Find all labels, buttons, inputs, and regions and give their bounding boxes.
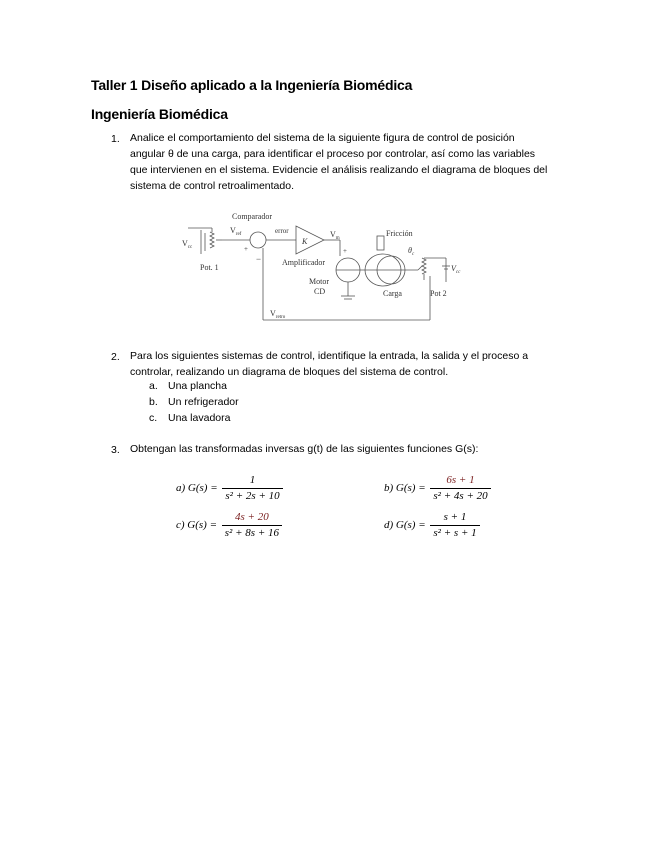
summing-junction bbox=[250, 232, 266, 248]
equation-label: a) bbox=[176, 482, 186, 495]
plus-sign: + bbox=[244, 245, 248, 253]
pot2-icon bbox=[422, 258, 426, 274]
equation-numerator: 4s + 20 bbox=[222, 510, 282, 526]
list-item bbox=[149, 394, 239, 410]
document-title: Taller 1 Diseño aplicado a la Ingeniería Biomédica bbox=[91, 77, 413, 93]
friction-icon bbox=[377, 236, 384, 250]
equation-denominator: s² + s + 1 bbox=[433, 527, 477, 539]
vcc-left-label: $V_{cc}$ bbox=[182, 239, 193, 250]
pot1-icon bbox=[210, 232, 214, 248]
minus-sign: − bbox=[256, 254, 262, 264]
list-item bbox=[149, 378, 239, 394]
text-line: Para los siguientes sistemas de control, identifique la entrada, la salida y el proceso a bbox=[130, 350, 529, 362]
equation-d bbox=[384, 510, 480, 541]
position-control-diagram bbox=[178, 208, 478, 326]
equation-lhs: G(s) = bbox=[395, 482, 426, 495]
question-number: 2. bbox=[111, 351, 120, 363]
vfeedback-label: $V_{retro}$ bbox=[270, 309, 286, 320]
equation-numerator: s + 1 bbox=[430, 510, 479, 526]
gain-label: K bbox=[302, 237, 308, 246]
item-text: Un refrigerador bbox=[168, 396, 239, 408]
text-line: que intervienen en el sistema. Evidencie el análisis realizando el diagrama de bloques del bbox=[130, 164, 548, 176]
amplifier-icon bbox=[296, 226, 324, 254]
equation-lhs: G(s) = bbox=[187, 519, 218, 532]
equation-b bbox=[384, 473, 491, 504]
equation-a bbox=[176, 473, 283, 504]
pot1-label: Pot. 1 bbox=[200, 263, 219, 272]
error-label: error bbox=[275, 227, 289, 235]
carga-label: Carga bbox=[383, 289, 402, 298]
question-number: 3. bbox=[111, 444, 120, 456]
friccion-label: Fricción bbox=[386, 229, 413, 238]
question-number: 1. bbox=[111, 133, 120, 145]
equation-label: d) bbox=[384, 519, 394, 532]
equation-denominator: s² + 2s + 10 bbox=[225, 490, 280, 502]
text-line: Obtengan las transformadas inversas g(t) de las siguientes funciones G(s): bbox=[130, 443, 479, 455]
item-text: Una lavadora bbox=[168, 412, 231, 424]
equation-lhs: G(s) = bbox=[187, 482, 218, 495]
equation-lhs: G(s) = bbox=[395, 519, 426, 532]
text-line: angular θ de una carga, para identificar el proceso por controlar, así como las variables bbox=[130, 148, 536, 160]
equation-label: c) bbox=[176, 519, 185, 532]
equation-numerator: 1 bbox=[222, 473, 282, 489]
plus-sign: + bbox=[343, 247, 347, 255]
motor-label: Motor bbox=[309, 277, 329, 286]
item-letter: b. bbox=[149, 396, 158, 408]
question-2-items bbox=[149, 378, 239, 426]
comparador-label: Comparador bbox=[232, 212, 272, 221]
pot2-label: Pot 2 bbox=[430, 289, 447, 298]
list-item bbox=[149, 410, 239, 426]
equation-denominator: s² + 8s + 16 bbox=[224, 527, 279, 539]
equation-c bbox=[176, 510, 282, 541]
item-letter: a. bbox=[149, 380, 158, 392]
item-letter: c. bbox=[149, 412, 158, 424]
cd-label: CD bbox=[314, 287, 326, 296]
document-subtitle: Ingeniería Biomédica bbox=[91, 106, 228, 122]
text-line: controlar, realizando un diagrama de bloques del sistema de control. bbox=[130, 366, 449, 378]
equation-denominator: s² + 4s + 20 bbox=[433, 490, 488, 502]
text-line: sistema de control retroalimentado. bbox=[130, 180, 294, 192]
vcc-right-label: $V_{cc}$ bbox=[451, 264, 461, 275]
question-1-text bbox=[130, 130, 547, 194]
question-3-text bbox=[130, 441, 478, 457]
text-line: Analice el comportamiento del sistema de la siguiente figura de control de posición bbox=[130, 132, 515, 144]
equation-label: b) bbox=[384, 482, 394, 495]
vref-label: $V_{ref}$ bbox=[230, 226, 242, 237]
item-text: Una plancha bbox=[168, 380, 227, 392]
amplificador-label: Amplificador bbox=[282, 258, 326, 267]
theta-label: $\theta_c$ bbox=[408, 246, 415, 257]
vm-label: $V_m$ bbox=[330, 230, 340, 241]
equation-numerator: 6s + 1 bbox=[430, 473, 490, 489]
question-2-text bbox=[130, 348, 528, 380]
